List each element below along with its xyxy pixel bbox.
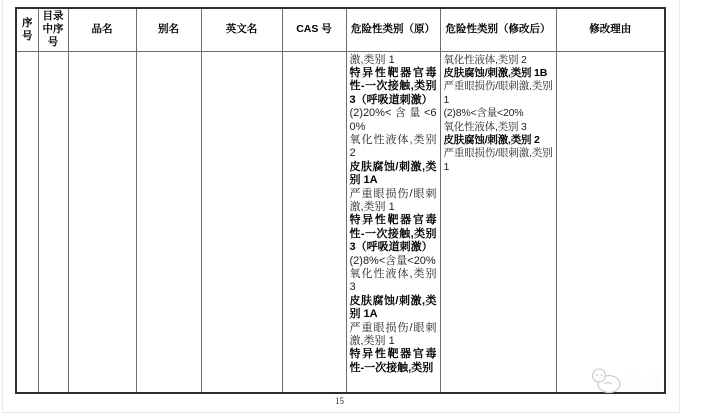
hazard-line: 皮肤腐蚀/刺激,类别 2	[443, 133, 540, 146]
cell-alias	[136, 51, 201, 393]
header-product-name: 品名	[68, 8, 136, 51]
header-serial: 序号	[16, 8, 38, 51]
cell-english-name	[201, 51, 282, 393]
header-reason: 修改理由	[556, 8, 665, 51]
hazard-original-lines	[350, 54, 437, 376]
hazard-line: 特异性靶器官毒性-一次接触,类别 3（呼吸道刺激）	[349, 66, 437, 106]
cell-reason	[556, 51, 665, 393]
hazard-line: 严重眼损伤/眼刺激,类别 1	[349, 321, 437, 348]
hazard-line: 严重眼损伤/眼刺激,类别 1	[349, 187, 437, 213]
hazard-line: 激,类别 1	[349, 53, 395, 66]
hazard-line: 皮肤腐蚀/刺激,类别 1A	[349, 294, 437, 321]
hazard-line: 特异性靶器官毒性-一次接触,类别 3（呼吸道刺激）	[349, 214, 437, 254]
hazard-line: 严重眼损伤/眼刺激,类别 1	[443, 147, 553, 173]
header-alias: 别名	[136, 8, 201, 51]
hazard-line: (2)20%<含量<60%	[349, 107, 437, 133]
hazard-line: 氧化性液体,类别 2	[349, 133, 437, 160]
hazard-line: 皮肤腐蚀/刺激,类别 1B	[443, 66, 548, 79]
cell-product-name	[68, 51, 136, 393]
hazard-line: 氧化性液体,类别 2	[443, 53, 527, 66]
cell-cas-no	[282, 51, 346, 393]
table-row	[16, 51, 665, 393]
cell-hazard-original	[346, 51, 440, 393]
header-row	[16, 8, 665, 51]
bird-icon	[590, 367, 622, 394]
page-number: 15	[335, 396, 344, 406]
hazard-catalog-table	[15, 7, 666, 394]
watermark	[590, 365, 665, 395]
header-cas-no: CAS 号	[282, 8, 346, 51]
hazard-line: (2)8%<含量<20%	[443, 107, 524, 120]
hazard-line: 皮肤腐蚀/刺激,类别 1A	[349, 160, 437, 187]
cell-serial	[16, 51, 38, 393]
header-hazard-original: 危险性类别（原）	[346, 8, 440, 51]
cell-hazard-modified	[440, 51, 556, 393]
hazard-line: 氧化性液体,类别 3	[443, 120, 527, 133]
header-catalog-no: 目录中序号	[38, 8, 68, 51]
watermark-label: 铸安	[625, 371, 665, 391]
hazard-line: 氧化性液体,类别 3	[349, 268, 437, 294]
cell-catalog-no	[38, 51, 68, 393]
hazard-line: 特异性靶器官毒性-一次接触,类别	[349, 348, 437, 374]
hazard-line: (2)8%<含量<20%	[349, 254, 436, 267]
header-hazard-modified: 危险性类别（修改后）	[440, 8, 556, 51]
hazard-modified-lines	[444, 54, 553, 175]
header-english-name: 英文名	[201, 8, 282, 51]
hazard-line: 严重眼损伤/眼刺激,类别 1	[443, 80, 553, 106]
